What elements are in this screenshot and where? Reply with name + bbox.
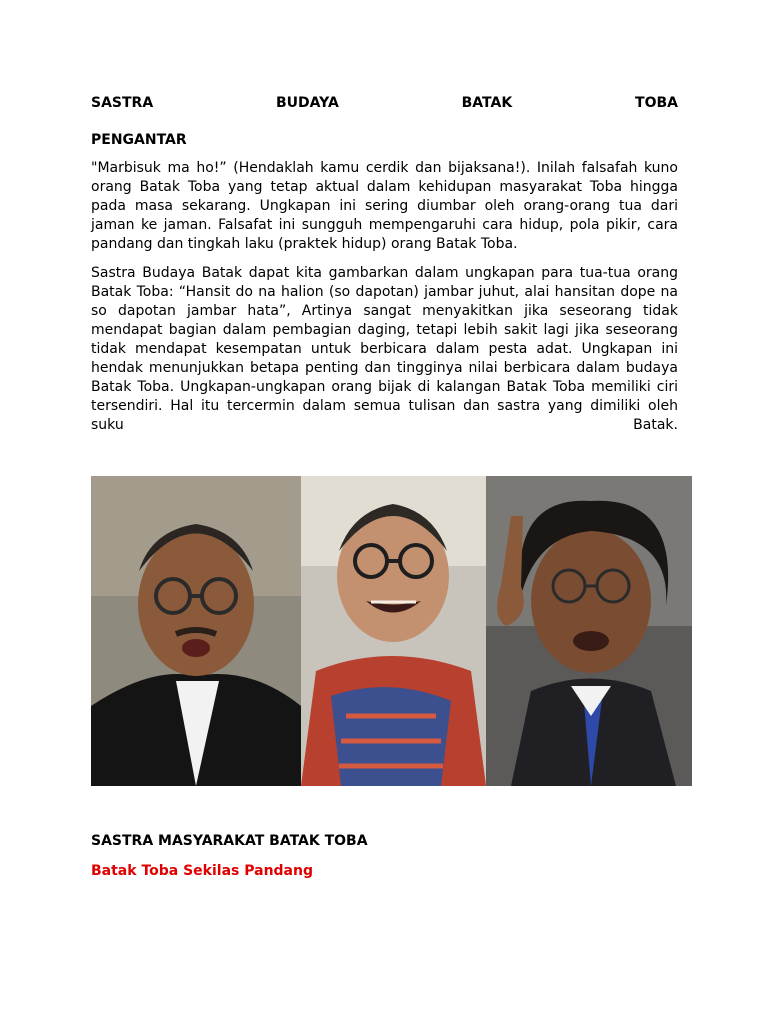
paragraph-2: Sastra Budaya Batak dapat kita gambarkan dalam ungkapan para tua-tua orang Batak Toba: “Hansit do na halion (so dapotan) jambar juhut, alai hansitan dope na so dapotan jambar hata”, Artinya sangat menyakitkan jika seseorang tidak mendapat bagian dalam pembagian daging, tetapi lebih sakit lagi jika seseorang tidak mendapat kesempatan untuk berbicara dalam pesta adat. Ungkapan ini hendak menunjukkan betapa penting dan tingginya nilai berbicara dalam budaya Batak Toba. Ungkapan-ungkapan orang bijak di kalangan Batak Toba memiliki ciri tersendiri. Hal itu tercermin dalam semua tulisan dan sastra yang dimiliki oleh suku Batak. [91, 265, 678, 433]
title-word: SASTRA [91, 95, 154, 111]
photo-three-men [91, 476, 692, 786]
document-title [91, 94, 678, 112]
document-body [91, 94, 678, 445]
intro-heading: PENGANTAR [91, 132, 187, 148]
title-word: BATAK [461, 95, 513, 111]
title-word: TOBA [635, 95, 678, 111]
title-word: BUDAYA [276, 95, 339, 111]
section-heading: SASTRA MASYARAKAT BATAK TOBA [91, 833, 368, 849]
subsection-heading: Batak Toba Sekilas Pandang [91, 863, 313, 879]
paragraph-1: "Marbisuk ma ho!” (Hendaklah kamu cerdik dan bijaksana!). Inilah falsafah kuno orang Batak Toba yang tetap aktual dalam kehidupan masyarakat Toba hingga pada masa sekarang. Ungkapan ini sering diumbar oleh orang-orang tua dari jaman ke jaman. Falsafat ini sungguh mempengaruhi cara hidup, pola pikir, cara pandang dan tingkah laku (praktek hidup) orang Batak Toba. [91, 160, 678, 252]
